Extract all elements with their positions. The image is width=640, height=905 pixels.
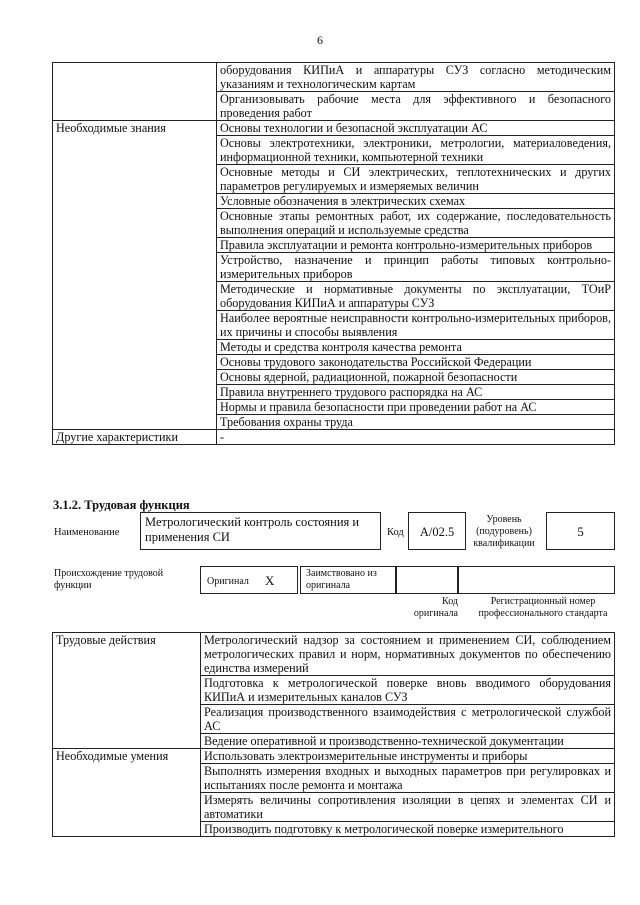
row-item: Метрологический надзор за состоянием и применением СИ, соблюдением метрологических правил и норм, нормативных документов по обеспечению единства измерений [201, 633, 615, 676]
row-label: Трудовые действия [53, 633, 201, 749]
row-item: - [217, 430, 615, 445]
row-item: Измерять величины сопротивления изоляции в цепях и элементах СИ и автоматики [201, 793, 615, 822]
row-label: Необходимые знания [53, 121, 217, 430]
row-item: Методы и средства контроля качества ремонта [217, 340, 615, 355]
row-item: Нормы и правила безопасности при проведении работ на АС [217, 400, 615, 415]
row-item: Основные методы и СИ электрических, теплотехнических и других параметров регулируемых и измеряемых величин [217, 165, 615, 194]
row-item: оборудования КИПиА и аппаратуры СУЗ согласно методическим указаниям и технологическим картам [217, 63, 615, 92]
row-item: Условные обозначения в электрических схемах [217, 194, 615, 209]
row-item: Производить подготовку к метрологической поверке измерительного [201, 822, 615, 837]
original-cell [200, 566, 298, 594]
row-item: Наиболее вероятные неисправности контрольно-измерительных приборов, их причины и способы выявления [217, 311, 615, 340]
row-item: Организовывать рабочие места для эффективного и безопасного проведения работ [217, 92, 615, 121]
row-label: Необходимые умения [53, 749, 201, 837]
section-title: 3.1.2. Трудовая функция [53, 498, 190, 512]
registration-number-field [458, 566, 615, 594]
code-field: А/02.5 [408, 512, 466, 550]
name-label: Наименование [54, 527, 120, 538]
row-item: Реализация производственного взаимодействия с метрологической службой АС [201, 705, 615, 734]
row-item: Ведение оперативной и производственно-технической документации [201, 734, 615, 749]
row-item: Основные этапы ремонтных работ, их содержание, последовательность выполнения операций и используемые средства [217, 209, 615, 238]
function-name-field: Метрологический контроль состояния и применения СИ [140, 512, 381, 550]
registration-number-caption: Регистрационный номер профессионального стандарта [478, 596, 608, 619]
row-item: Устройство, назначение и принцип работы типовых контрольно-измерительных приборов [217, 253, 615, 282]
borrowed-label: Заимствовано из оригинала [300, 566, 396, 594]
table-row [53, 633, 615, 676]
code-label: Код [387, 527, 404, 538]
row-item: Основы ядерной, радиационной, пожарной безопасности [217, 370, 615, 385]
row-item: Требования охраны труда [217, 415, 615, 430]
table-row [53, 63, 615, 92]
original-code-caption: Код оригинала [413, 596, 458, 619]
origin-label: Происхождение трудовой функции [54, 568, 164, 591]
row-label [53, 63, 217, 121]
table-row [53, 121, 615, 136]
original-mark: X [265, 573, 275, 588]
row-item: Выполнять измерения входных и выходных параметров при регулировках и испытаниях после ремонта и монтажа [201, 764, 615, 793]
qualification-level-field: 5 [546, 512, 615, 550]
row-item: Правила эксплуатации и ремонта контрольно-измерительных приборов [217, 238, 615, 253]
original-label: Оригинал [207, 576, 249, 587]
row-item: Методические и нормативные документы по эксплуатации, ТОиР оборудования КИПиА и аппаратуры СУЗ [217, 282, 615, 311]
page-number: 6 [317, 33, 323, 47]
row-item: Правила внутреннего трудового распорядка на АС [217, 385, 615, 400]
knowledge-table [52, 62, 615, 445]
row-item: Основы электротехники, электроники, метрологии, материаловедения, информационной техники, компьютерной техники [217, 136, 615, 165]
table-row [53, 749, 615, 764]
original-code-field [396, 566, 458, 594]
row-item: Подготовка к метрологической поверке вновь вводимого оборудования КИПиА и измерительных каналов СУЗ [201, 676, 615, 705]
qualification-level-label: Уровень (подуровень) квалификации [473, 514, 535, 549]
row-item: Основы трудового законодательства Российской Федерации [217, 355, 615, 370]
row-label: Другие характеристики [53, 430, 217, 445]
table-row [53, 430, 615, 445]
row-item: Использовать электроизмерительные инструменты и приборы [201, 749, 615, 764]
work-actions-table [52, 632, 615, 837]
row-item: Основы технологии и безопасной эксплуатации АС [217, 121, 615, 136]
